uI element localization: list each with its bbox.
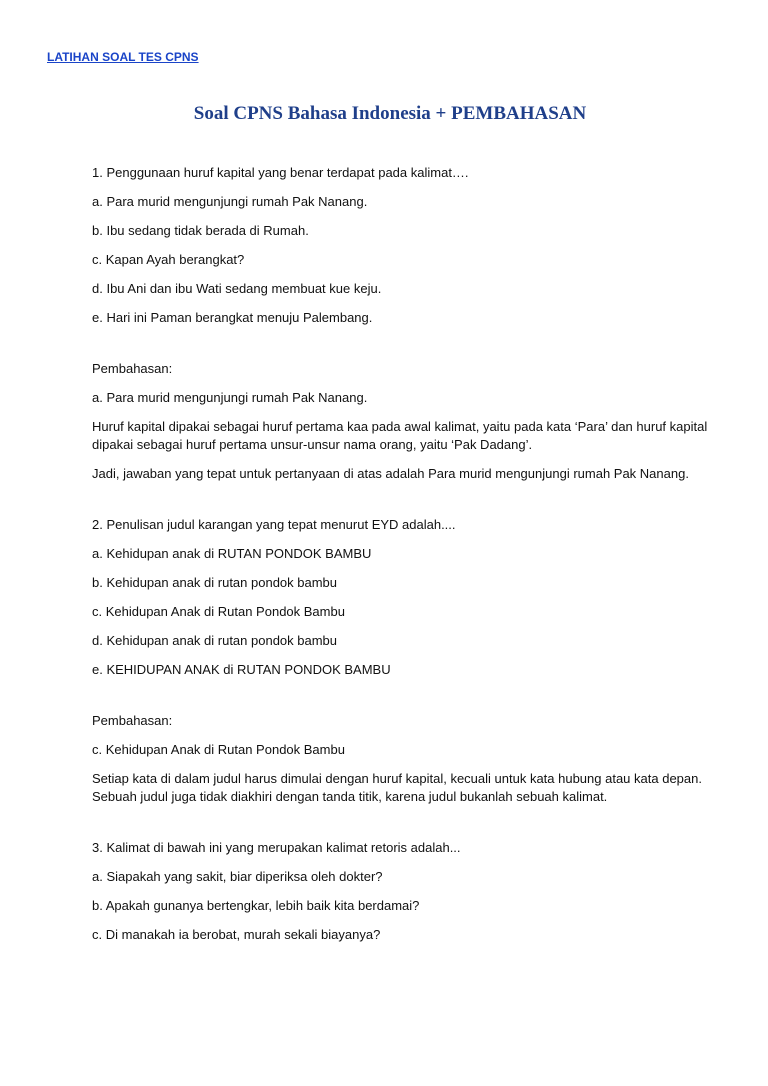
q2-option-c: c. Kehidupan Anak di Rutan Pondok Bambu <box>92 604 345 619</box>
q2-option-e: e. KEHIDUPAN ANAK di RUTAN PONDOK BAMBU <box>92 662 391 677</box>
q1-answer: a. Para murid mengunjungi rumah Pak Nanang. <box>92 390 368 405</box>
q2-discussion-label: Pembahasan: <box>92 713 173 728</box>
page-title: Soal CPNS Bahasa Indonesia + PEMBAHASAN <box>193 103 587 124</box>
q2-answer: c. Kehidupan Anak di Rutan Pondok Bambu <box>92 742 345 757</box>
document-body <box>92 164 732 955</box>
q2-option-b: b. Kehidupan anak di rutan pondok bambu <box>92 575 338 590</box>
q1-explanation-1: Huruf kapital dipakai sebagai huruf pertama kaa pada awal kalimat, yaitu pada kata ‘Para’ dan huruf kapital dipakai sebagai huruf pertama unsur-unsur nama orang, yaitu ‘Pak Dadang’. <box>92 419 708 452</box>
q1-option-e: e. Hari ini Paman berangkat menuju Palembang. <box>92 310 373 325</box>
q1-option-d: d. Ibu Ani dan ibu Wati sedang membuat kue keju. <box>92 281 382 296</box>
q2-option-d: d. Kehidupan anak di rutan pondok bambu <box>92 633 338 648</box>
header-link[interactable]: LATIHAN SOAL TES CPNS <box>47 50 199 64</box>
q2-option-a: a. Kehidupan anak di RUTAN PONDOK BAMBU <box>92 546 372 561</box>
q1-explanation-2: Jadi, jawaban yang tepat untuk pertanyaan di atas adalah Para murid mengunjungi rumah Pak Nanang. <box>92 466 689 481</box>
q3-option-a: a. Siapakah yang sakit, biar diperiksa oleh dokter? <box>92 869 383 884</box>
q1-discussion-label: Pembahasan: <box>92 361 173 376</box>
question-3: 3. Kalimat di bawah ini yang merupakan kalimat retoris adalah... <box>92 840 461 855</box>
question-2: 2. Penulisan judul karangan yang tepat menurut EYD adalah.... <box>92 517 456 532</box>
question-1: 1. Penggunaan huruf kapital yang benar terdapat pada kalimat…. <box>92 165 469 180</box>
q2-explanation-1: Setiap kata di dalam judul harus dimulai dengan huruf kapital, kecuali untuk kata hubung atau kata depan. Sebuah judul juga tidak diakhiri dengan tanda titik, karena judul bukanlah sebuah kalimat. <box>92 771 702 804</box>
q3-option-c: c. Di manakah ia berobat, murah sekali biayanya? <box>92 927 381 942</box>
q1-option-a: a. Para murid mengunjungi rumah Pak Nanang. <box>92 194 368 209</box>
q3-option-b: b. Apakah gunanya bertengkar, lebih baik kita berdamai? <box>92 898 420 913</box>
q1-option-c: c. Kapan Ayah berangkat? <box>92 252 245 267</box>
q1-option-b: b. Ibu sedang tidak berada di Rumah. <box>92 223 309 238</box>
